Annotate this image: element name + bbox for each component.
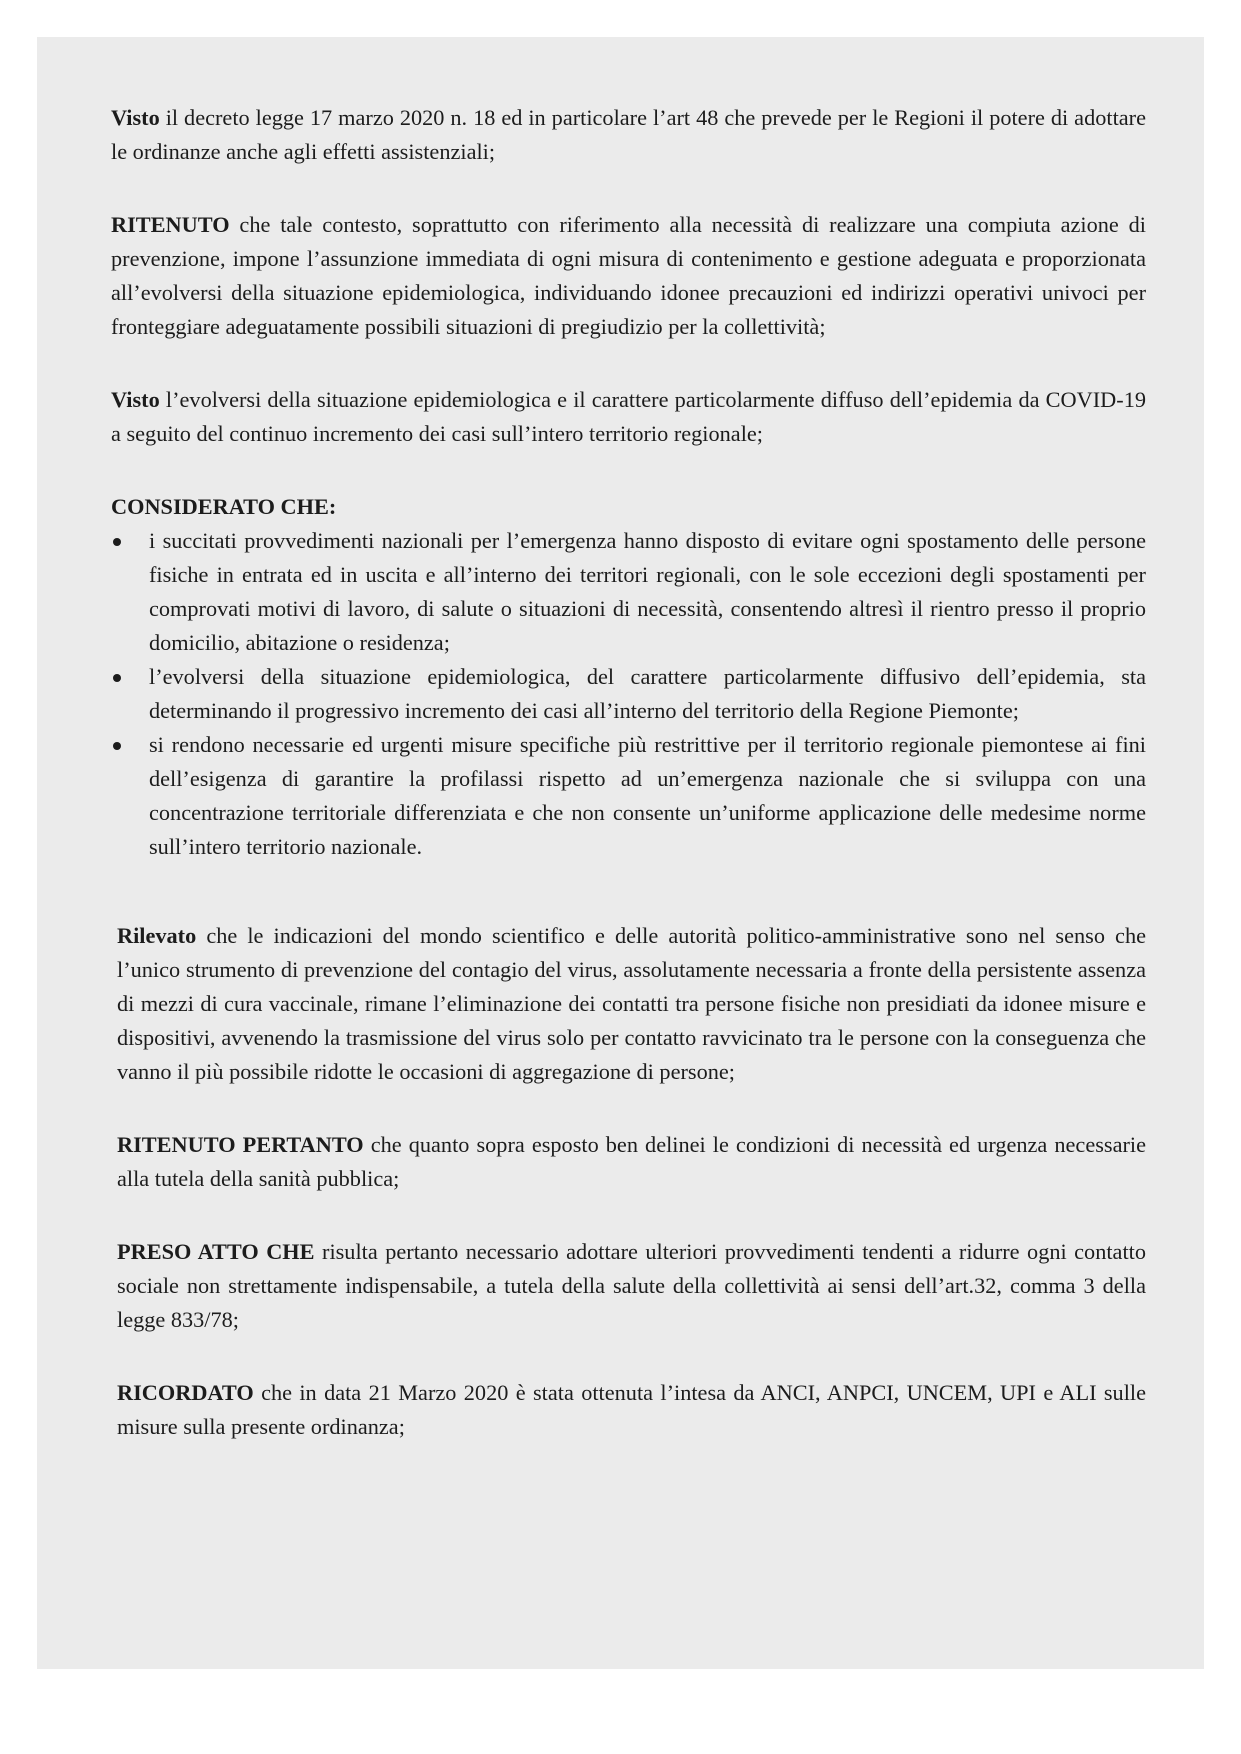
list-item-text: l’evolversi della situazione epidemiologica, del carattere particolarmente diffusivo dell’epidemia, sta determinando il progressivo incremento dei casi all’interno del territorio della Regione Piemonte;: [149, 664, 1146, 723]
paragraph-lead: Rilevato: [117, 923, 197, 948]
paragraph-lead: Visto: [111, 387, 160, 412]
bullet-icon: [113, 674, 121, 682]
paragraph-text: che in data 21 Marzo 2020 è stata ottenuta l’intesa da ANCI, ANPCI, UNCEM, UPI e ALI sulle misure sulla presente ordinanza;: [117, 1380, 1146, 1439]
paragraph-ritenuto: [111, 208, 1146, 344]
paragraph-lead: PRESO ATTO CHE: [117, 1239, 315, 1264]
list-item: [111, 728, 1146, 864]
paragraph-preso-atto: [117, 1235, 1146, 1337]
paragraph-lead: RITENUTO: [111, 212, 230, 237]
list-item: [111, 524, 1146, 660]
paragraph-visto-decreto: [111, 101, 1146, 169]
list-item-text: si rendono necessarie ed urgenti misure specifiche più restrittive per il territorio regionale piemontese ai fini dell’esigenza di garantire la profilassi rispetto ad un’emergenza nazionale che si sviluppa con una concentrazione territoriale differenziata e che non consente un’uniforme applicazione delle medesime norme sull’intero territorio nazionale.: [149, 732, 1146, 859]
paragraph-ritenuto-pertanto: [117, 1128, 1146, 1196]
considerato-list: [111, 524, 1146, 864]
paragraph-text: risulta pertanto necessario adottare ulteriori provvedimenti tendenti a ridurre ogni contatto sociale non strettamente indispensabile, a tutela della salute della collettività ai sensi dell’art.32, comma 3 della legge 833/78;: [117, 1239, 1146, 1332]
paragraph-lead: RITENUTO PERTANTO: [117, 1132, 364, 1157]
paragraph-text: il decreto legge 17 marzo 2020 n. 18 ed in particolare l’art 48 che prevede per le Regioni il potere di adottare le ordinanze anche agli effetti assistenziali;: [111, 105, 1146, 164]
bullet-icon: [113, 742, 121, 750]
paragraph-text: l’evolversi della situazione epidemiologica e il carattere particolarmente diffuso dell’epidemia da COVID-19 a seguito del continuo incremento dei casi sull’intero territorio regionale;: [111, 387, 1146, 446]
considerato-heading: CONSIDERATO CHE:: [111, 494, 337, 519]
document-body: [111, 101, 1146, 1444]
document-page: [37, 37, 1204, 1669]
paragraph-rilevato: [117, 919, 1146, 1089]
paragraph-text: che le indicazioni del mondo scientifico e delle autorità politico-amministrative sono nel senso che l’unico strumento di prevenzione del contagio del virus, assolutamente necessaria a fronte della persistente assenza di mezzi di cura vaccinale, rimane l’eliminazione dei contatti tra persone fisiche non presidiati da idonee misure e dispositivi, avvenendo la trasmissione del virus solo per contatto ravvicinato tra le persone con la conseguenza che vanno il più possibile ridotte le occasioni di aggregazione di persone;: [117, 923, 1146, 1084]
paragraph-lead: Visto: [111, 105, 160, 130]
paragraph-visto-evolversi: [111, 383, 1146, 451]
list-item: [111, 660, 1146, 728]
list-item-text: i succitati provvedimenti nazionali per l’emergenza hanno disposto di evitare ogni spostamento delle persone fisiche in entrata ed in uscita e all’interno dei territori regionali, con le sole eccezioni degli spostamenti per comprovati motivi di lavoro, di salute o situazioni di necessità, consentendo altresì il rientro presso il proprio domicilio, abitazione o residenza;: [149, 528, 1146, 655]
paragraph-text: che tale contesto, soprattutto con riferimento alla necessità di realizzare una compiuta azione di prevenzione, impone l’assunzione immediata di ogni misura di contenimento e gestione adeguata e proporzionata all’evolversi della situazione epidemiologica, individuando idonee precauzioni ed indirizzi operativi univoci per fronteggiare adeguatamente possibili situazioni di pregiudizio per la collettività;: [111, 212, 1146, 339]
paragraph-lead: RICORDATO: [117, 1380, 254, 1405]
paragraph-ricordato: [117, 1376, 1146, 1444]
paragraph-text: che quanto sopra esposto ben delinei le condizioni di necessità ed urgenza necessarie alla tutela della sanità pubblica;: [117, 1132, 1146, 1191]
bullet-icon: [113, 538, 121, 546]
